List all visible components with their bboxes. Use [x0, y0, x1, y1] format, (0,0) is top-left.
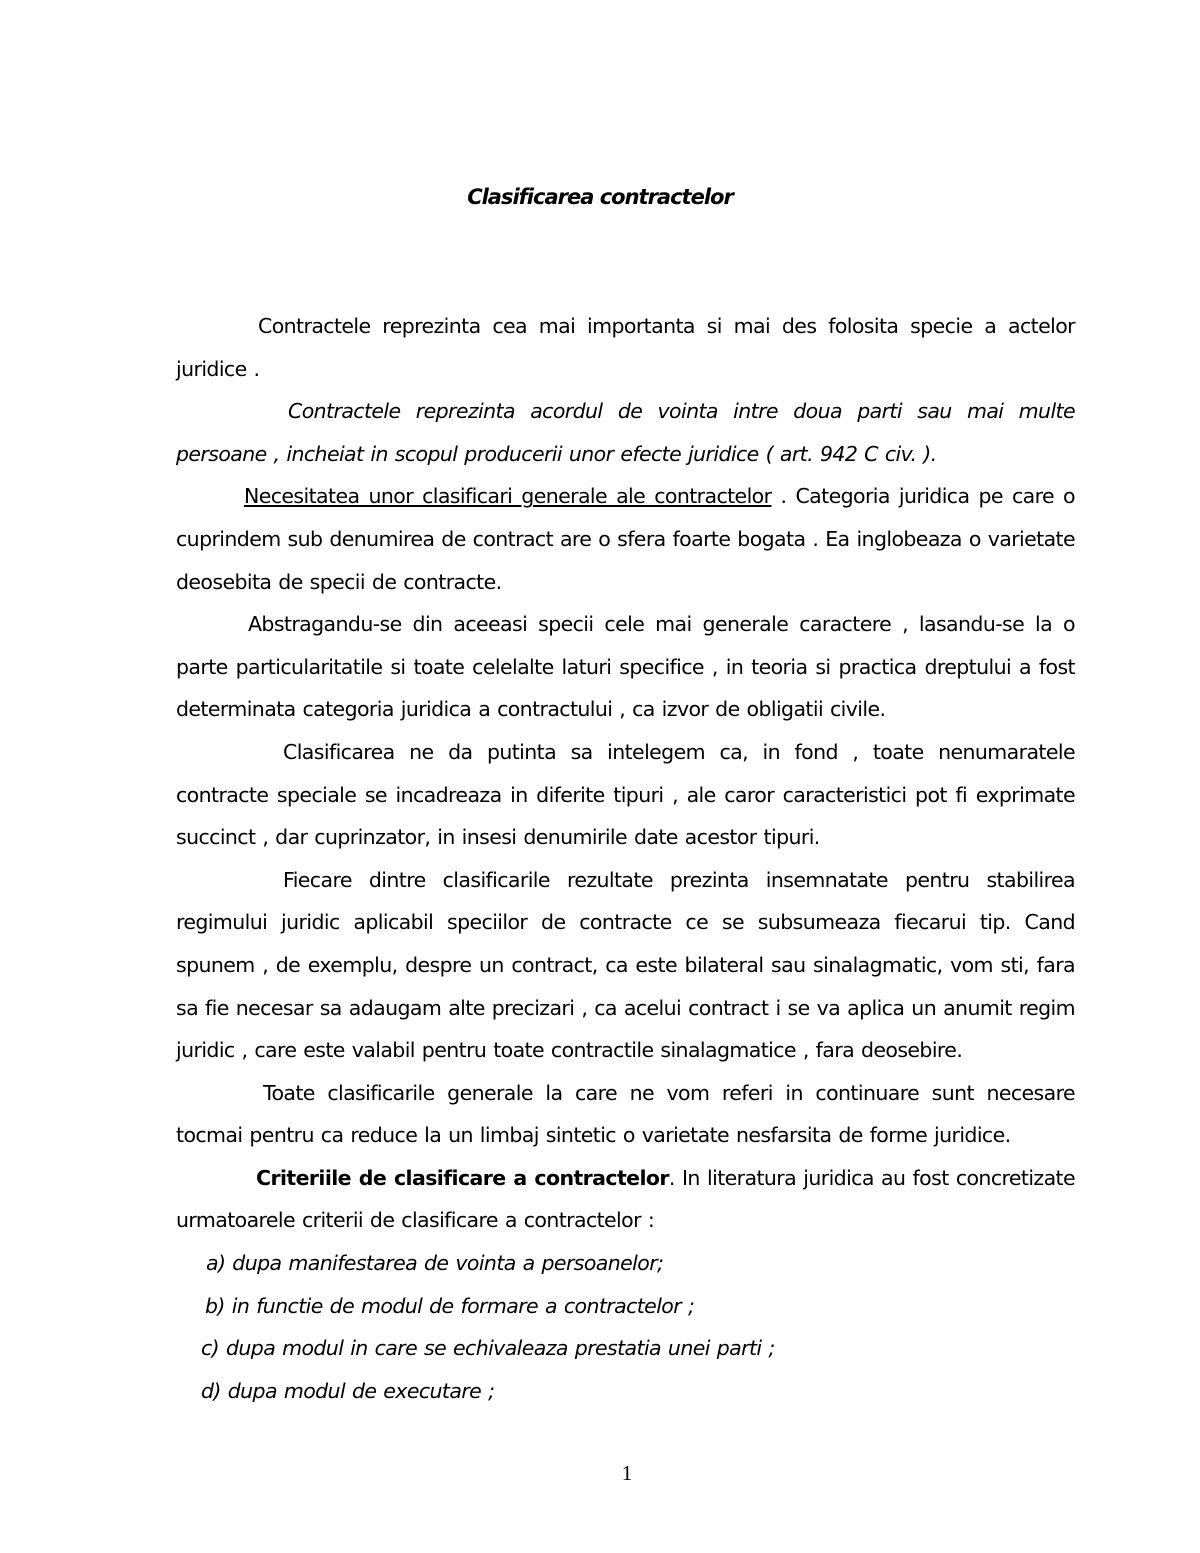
paragraph-abstraction: Abstragandu-se din aceeasi specii cele mai generale caractere , lasandu-se la o parte particularitatile si toate celelalte laturi specifice , in teoria si practica dreptului a fost determinata categoria juridica a contractului , ca izvor de obligatii civile.: [176, 612, 1075, 722]
page-number: 1: [621, 1461, 633, 1485]
list-item: b) in functie de modul de formare a contractelor ;: [205, 1293, 695, 1318]
document-body: [176, 305, 1075, 1412]
paragraph-classification-purpose: Clasificarea ne da putinta sa intelegem ca, in fond , toate nenumaratele contracte speciale se incadreaza in diferite tipuri , ale caror caracteristici pot fi exprimate succinct , dar cuprinzator, in insesi denumirile date acestor tipuri.: [176, 739, 1075, 850]
paragraph-contracts-agreement: Contractele reprezinta acordul de vointa intre doua parti sau mai multe persoane , incheiat in scopul producerii unor efecte juridice ( art. 942 C civ. ).: [176, 399, 1075, 466]
paragraph-general-classifications: Toate clasificarile generale la care ne vom referi in continuare sunt necesare tocmai pentru ca reduce la un limbaj sintetic o varietate nesfarsita de forme juridice.: [176, 1080, 1075, 1148]
paragraph-legal-regime: Fiecare dintre clasificarile rezultate prezinta insemnatate pentru stabilirea regimului juridic aplicabil speciilor de contracte ce se subsumeaza fiecarui tip. Cand spunem , de exemplu, despre un contract, ca este bilateral sau sinalagmatic, vom sti, fara sa fie necesar sa adaugam alte precizari , ca acelui contract i se va aplica un anumit regim juridic , care este valabil pentru toate contractile sinalagmatice , fara deosebire.: [176, 867, 1075, 1063]
criteria-heading: Criteriile de clasificare a contractelor: [256, 1165, 669, 1190]
list-item: c) dupa modul in care se echivaleaza prestatia unei parti ;: [201, 1336, 775, 1361]
document-title: Clasificarea contractelor: [467, 185, 733, 209]
classification-need-heading: Necesitatea unor clasificari generale ale contractelor: [244, 484, 772, 509]
paragraph-contracts-definition: Contractele reprezinta cea mai importanta si mai des folosita specie a actelor juridice .: [176, 314, 1075, 381]
paragraph-classification-need: [176, 475, 1075, 603]
list-item: a) dupa manifestarea de vointa a persoanelor;: [206, 1251, 664, 1276]
paragraph-criteria: [176, 1157, 1075, 1242]
criteria-text: . In literatura juridica au fost concretizate urmatoarele criterii de clasificare a contractelor :: [176, 1165, 1075, 1233]
list-item: d) dupa modul de executare ;: [201, 1378, 495, 1403]
classification-need-text: . Categoria juridica pe care o cuprindem sub denumirea de contract are o sfera foarte bogata . Ea inglobeaza o varietate deosebita de specii de contracte.: [176, 484, 1075, 594]
